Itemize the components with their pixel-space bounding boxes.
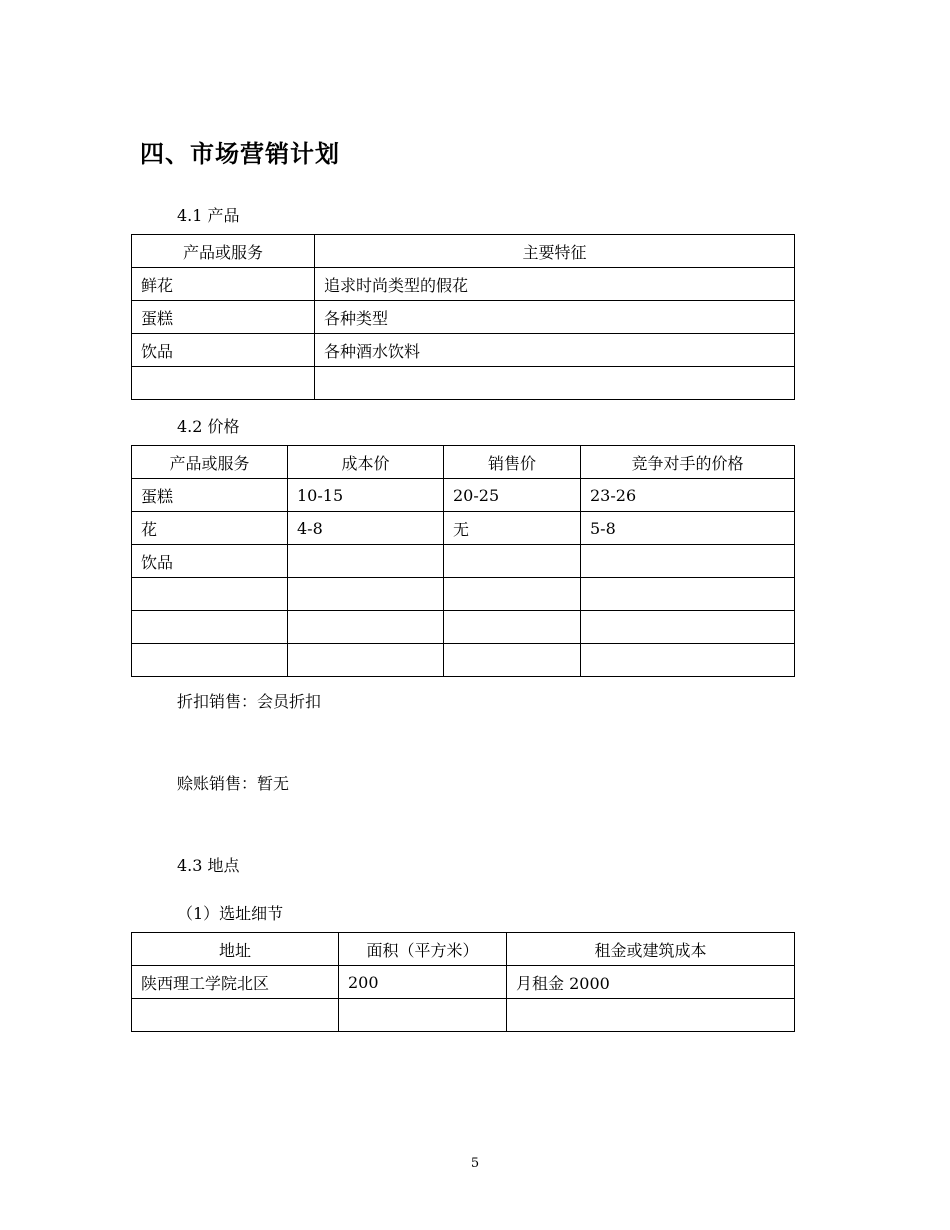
table-row xyxy=(132,611,795,644)
table-row xyxy=(132,644,795,677)
table-cell: 陕西理工学院北区 xyxy=(132,966,339,999)
table-cell: 饮品 xyxy=(132,334,315,367)
price-section-label: 4.2 价格 xyxy=(177,417,240,436)
product-section-label: 4.1 产品 xyxy=(177,206,240,225)
table-cell xyxy=(288,644,444,677)
table-header-cell: 面积（平方米） xyxy=(339,933,507,966)
discount-sales-text: 折扣销售：会员折扣 xyxy=(177,692,322,711)
table-header-row xyxy=(132,933,795,966)
table-header-row xyxy=(132,235,795,268)
page-number: 5 xyxy=(470,1156,480,1171)
table-cell xyxy=(339,999,507,1032)
location-section-label: 4.3 地点 xyxy=(177,856,240,875)
table-cell: 鲜花 xyxy=(132,268,315,301)
table-cell xyxy=(444,578,581,611)
table-cell: 各种酒水饮料 xyxy=(315,334,795,367)
table-cell xyxy=(288,578,444,611)
table-row xyxy=(132,301,795,334)
table-cell: 追求时尚类型的假花 xyxy=(315,268,795,301)
table-cell xyxy=(132,578,288,611)
table-cell xyxy=(581,611,795,644)
location-table xyxy=(131,932,795,1032)
table-cell: 各种类型 xyxy=(315,301,795,334)
table-row xyxy=(132,545,795,578)
table-cell: 10-15 xyxy=(288,479,444,512)
table-row xyxy=(132,512,795,545)
credit-sales-text: 赊账销售：暂无 xyxy=(177,774,290,793)
table-cell: 蛋糕 xyxy=(132,301,315,334)
table-row xyxy=(132,268,795,301)
table-cell: 花 xyxy=(132,512,288,545)
table-header-cell: 租金或建筑成本 xyxy=(507,933,795,966)
table-cell xyxy=(132,644,288,677)
table-header-cell: 地址 xyxy=(132,933,339,966)
table-cell: 200 xyxy=(339,966,507,999)
table-cell xyxy=(581,545,795,578)
table-cell xyxy=(288,611,444,644)
table-cell xyxy=(444,644,581,677)
table-header-cell: 主要特征 xyxy=(315,235,795,268)
table-header-cell: 成本价 xyxy=(288,446,444,479)
table-header-cell: 销售价 xyxy=(444,446,581,479)
table-cell xyxy=(132,367,315,400)
table-row xyxy=(132,479,795,512)
table-cell: 23-26 xyxy=(581,479,795,512)
table-cell: 饮品 xyxy=(132,545,288,578)
table-row xyxy=(132,367,795,400)
table-cell: 4-8 xyxy=(288,512,444,545)
table-cell: 5-8 xyxy=(581,512,795,545)
table-header-cell: 产品或服务 xyxy=(132,446,288,479)
price-table xyxy=(131,445,795,677)
table-cell: 无 xyxy=(444,512,581,545)
section-heading: 四、市场营销计划 xyxy=(140,140,340,168)
product-table xyxy=(131,234,795,400)
table-cell xyxy=(444,611,581,644)
table-cell: 20-25 xyxy=(444,479,581,512)
table-cell xyxy=(288,545,444,578)
table-cell xyxy=(444,545,581,578)
table-cell: 蛋糕 xyxy=(132,479,288,512)
table-row xyxy=(132,966,795,999)
table-row xyxy=(132,578,795,611)
table-cell xyxy=(507,999,795,1032)
table-cell xyxy=(581,644,795,677)
table-cell xyxy=(581,578,795,611)
table-row xyxy=(132,999,795,1032)
table-header-row xyxy=(132,446,795,479)
table-cell xyxy=(132,611,288,644)
table-cell xyxy=(132,999,339,1032)
table-header-cell: 竞争对手的价格 xyxy=(581,446,795,479)
table-row xyxy=(132,334,795,367)
table-cell: 月租金 2000 xyxy=(507,966,795,999)
table-header-cell: 产品或服务 xyxy=(132,235,315,268)
site-details-label: （1）选址细节 xyxy=(177,904,284,923)
table-cell xyxy=(315,367,795,400)
